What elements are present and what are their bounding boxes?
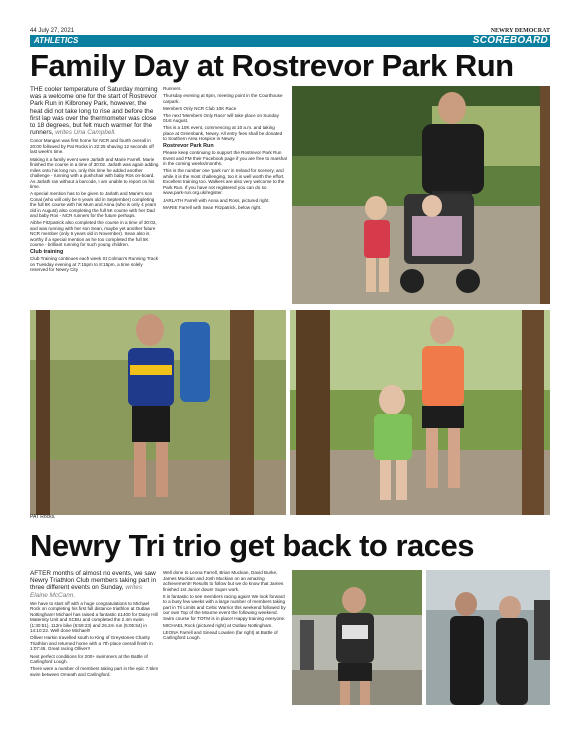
photo-leona-sinead [426, 570, 550, 705]
section-label: ATHLETICS [34, 36, 79, 45]
story1-para: The next 'Members Only Race' will take place on Sunday 01st August. [163, 112, 279, 124]
story2-para: Next perfect conditions for 200+ swimmers at the Battle of Carlingford Lough. [30, 653, 148, 664]
story1-para: Thursday evening at 6pm, meeting point in the Courthouse carpark. [163, 93, 283, 104]
photo-caption-pat: PAT Rocks. [30, 514, 56, 520]
story2-para: It is fantastic to see members racing again! We look forward to a busy few weeks with a large number of members taking part in Tri Limits and Celtic Warrior this weekend followed by our own Top of the Mourne event the following weekend. Swim course for TOTM is in place! Happy training everyone. [163, 593, 286, 621]
newspaper-name: NEWRY DEMOCRAT [490, 28, 550, 34]
story1-para: This is the number one 'park run' in Ireland for scenery, and while it is the most challenging, too it is well worth the effort. Excellent training too. Walkers are also very welcome to the Park Run. If you have not registered you can do so www.park-run.org.uk/register. [163, 168, 285, 196]
photo-caption: MARIE Farrell with Sean Fitzpatrick, below right. [163, 204, 262, 210]
photo-pat-rocks [30, 310, 286, 515]
story1-subheading: Rostrevor Park Run [163, 142, 214, 149]
story1-para: Members Only NCR Club 10K Race [163, 105, 237, 111]
story1-lead: THE cooler temperature of Saturday morning was a welcome one for the start of Rostrevor Park Run in Kilbroney Park, however, the heat did not take long to rise and before the first lap was over the thermometer was close to 18 degrees, but felt much warmer for the runners, writes Una Campbell. [30, 86, 158, 137]
story1-para: Please keep continuing to support the Rostrevor Park Run Event and FM their Facebook page if you are free to marshal in the coming weeks/months. [163, 150, 287, 167]
story1-para: Aibhe Fitzpatrick also completed the course in a time of 30:02, and was running with her son Sean, maybe yet another future NCR member (only 6 years old in November). Sean also is worthy if a special mention as he too completed the full 5K course - brilliant running for such young children. [30, 220, 157, 248]
page-date: 44 July 27, 2021 [30, 28, 75, 34]
photo-caption: LEONA Farrell and Sinead Lowden (far right) at Battle of Carlingford Lough. [163, 629, 278, 641]
photo-caption: MICHAEL Rock (pictured right) at Outlaw Nottingham. [163, 622, 273, 628]
headline-newry-tri: Newry Tri trio get back to races [30, 528, 475, 563]
story1-column-1 [30, 86, 160, 311]
story2-para: There were a number of members taking part in the epic 7.5km swim between Omeath and Carlingford. [30, 666, 159, 677]
scoreboard-logo: SCOREBOARD [472, 35, 548, 46]
story2-column-1 [30, 570, 160, 720]
story1-para: Club Training continues each week St Colman's Running Track on Tuesday evening at 7:15pm to 8:15pm, a time solely reserved for Newry City [30, 256, 159, 273]
story1-para: Runners. [163, 86, 182, 91]
story2-lead: AFTER months of almost no events, we saw Newry Triathlon Club members taking part in three different events on Sunday, writes Elaine McCann. [30, 570, 157, 599]
story1-para: A special mention has to be given to Jarlath and Marie's son Conal (who will only be 6 years old in September) completing the full 5K course with his Mum and Anna (who is only 4 years old in August) also completing the full 5K course with her Dad and baby Ros - NCR runners for the future perhaps. [30, 191, 157, 219]
photo-marie-sean [290, 310, 550, 515]
photo-michael-rock [292, 570, 422, 705]
story2-para: We have to start off with a huge congratulations to Michael Rock on completing his first full distance triathlon at Outlaw Nottingham! Michael has raised a fantastic £1400 for Daisy Hill Maternity Unit and SCBU and completed the 2.4m swim (1:30:51), 112m bike (6:59:23) and 26.2m run (5:05:54) in 14:10:22. Well done Michael!! [30, 600, 158, 634]
story1-subheading: Club training [30, 248, 64, 255]
story2-para: Olliver Harkin travelled south to King of Greystones Charity Triathlon and returned home with a 7th place overall finish in 1:07:46. Great racing Olliver!! [30, 635, 153, 652]
story1-para: This is a 10K event, commencing at 10 a.m. and taking place at Greenbank, Newry. All entry fees shall be donated to Southern Area Hospice in Newry. [163, 125, 283, 142]
story2-para: Well done to Leona Farrell, Brian Muckian, David Burke, James Muckian and Josh Muckian on an amazing achievement!! Results to follow but we do know that James finished 1st Junior down! Super work. [163, 570, 284, 592]
photo-caption: JARLATH Farrell with Anna and Ross, pictured right. [163, 197, 270, 203]
section-bar [30, 35, 550, 47]
story1-para: Conor Mangan was first home for NCR and fourth overall in 20:00 followed by Pat Rocks in 22:25 shaving 12 seconds off last week's time. [30, 138, 154, 155]
story1-column-2 [163, 86, 287, 311]
story2-column-2 [163, 570, 287, 720]
story1-para: Making it a family event were Jarlath and Marie Farrell. Marie finished the course in a time of 30:02. Jarlath was again adding miles onto his long run, only this time he added another challenge - running with a pushchair with baby Ros on-board. As Jarlath ran without a barcode, I am unable to report on his time. [30, 156, 159, 190]
headline-rostrevor: Family Day at Rostrevor Park Run [30, 48, 514, 83]
photo-jarlath-pushchair [292, 86, 550, 304]
